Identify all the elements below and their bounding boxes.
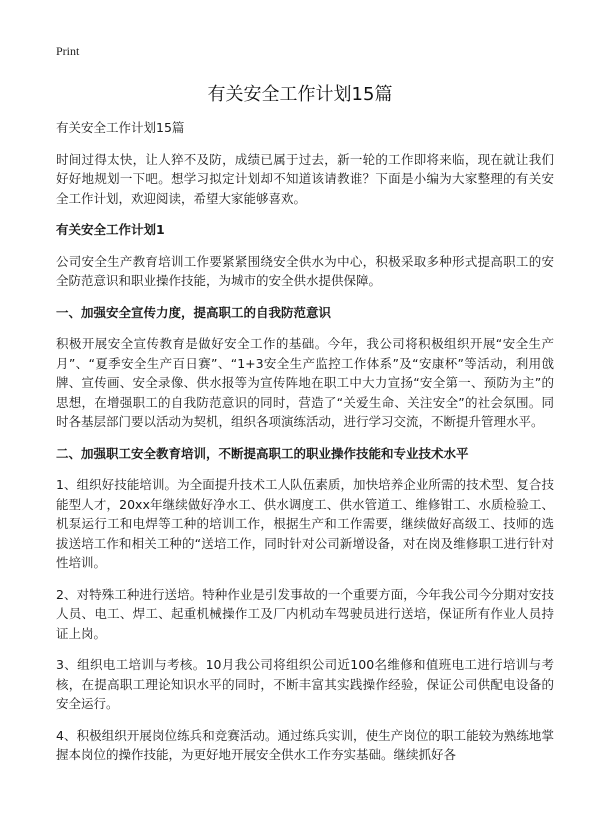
paragraph-5: 4、积极组织开展岗位练兵和竞赛活动。通过练兵实训，使生产岗位的职工能较为熟练地掌握本岗位的操作技能，为更好地开展安全供水工作夯实基础。继续抓好各 — [56, 727, 554, 762]
paragraph-2: 1、组织好技能培训。为全面提升技术工人队伍素质，加快培养企业所需的技术型、复合技能型人才，20xx年继续做好净水工、供水调度工、供水管道工、维修钳工、水质检验工、机泵运行工和电焊等工种的培训工作，根据生产和工作需要，继续做好高级工、技师的选拔送培工作和相关工种的“送培工作，同时针对公司新增设备，对在岗及维修职工进行针对性培训。 — [56, 477, 554, 570]
section-title: 有关安全工作计划1 — [56, 222, 165, 237]
heading-2: 二、加强职工安全教育培训，不断提高职工的职业操作技能和专业技术水平 — [56, 445, 469, 461]
paragraph-3: 2、对特殊工种进行送培。特种作业是引发事故的一个重要方面，今年我公司今分期对安技人员、电工、焊工、起重机械操作工及厂内机动车驾驶员进行送培，保证所有作业人员持证上岗。 — [56, 586, 554, 641]
heading-1: 一、加强安全宣传力度，提高职工的自我防范意识 — [56, 304, 332, 320]
paragraph-4: 3、组织电工培训与考核。10月我公司将组织公司近100名维修和值班电工进行培训与考核，在提高职工理论知识水平的同时，不断丰富其实践操作经验，保证公司供配电设备的安全运行。 — [56, 657, 554, 711]
paragraph-1: 积极开展安全宣传教育是做好安全工作的基础。今年，我公司将积极组织开展“安全生产月”、“夏季安全生产百日赛”、“1+3安全生产监控工作体系”及“安康杯”等活动，利用戗牌、宣传画、安全录像、供水报等为宣传阵地在职工中大力宣扬“安全第一、预防为主”的思想，在增强职工的自我防范意识的同时，营造了“关爱生命、关注安全”的社会氛围。同时各基层部门要以活动为契机，组织各项演练活动，进行学习交流，不断提升管理水平。 — [56, 336, 554, 429]
page-title: 有关安全工作计划15篇 — [207, 84, 393, 105]
intro-paragraph: 时间过得太快，让人猝不及防，成绩已属于过去，新一轮的工作即将来临，现在就让我们好好地规划一下吧。想学习拟定计划却不知道该请教谁？下面是小编为大家整理的有关安全工作计划，欢迎阅读，希望大家能够喜欢。 — [56, 151, 554, 206]
document-body — [56, 118, 554, 777]
document-subtitle: 有关安全工作计划15篇 — [56, 120, 185, 135]
section-intro-paragraph: 公司安全生产教育培训工作要紧紧围绕安全供水为中心，积极采取多种形式提高职工的安全防范意识和职业操作技能，为城市的安全供水提供保障。 — [56, 253, 554, 288]
print-link[interactable]: Print — [56, 44, 80, 58]
